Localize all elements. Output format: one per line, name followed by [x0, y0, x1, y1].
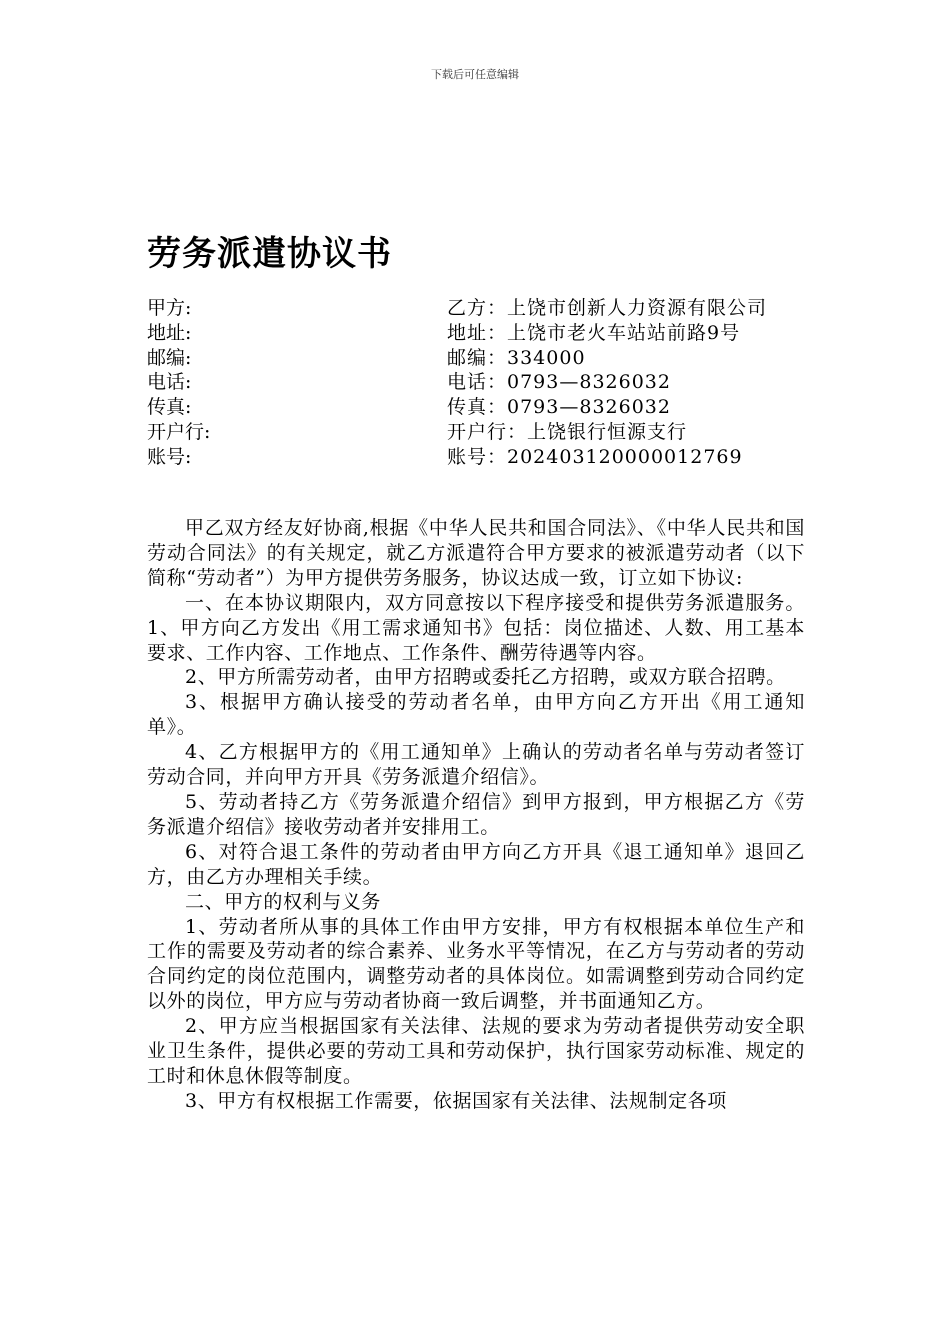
party-b-fax: 传真：0793—8326032	[447, 396, 671, 419]
party-b-name: 乙方：上饶市创新人力资源有限公司	[447, 297, 768, 319]
paragraph-item: 3、甲方有权根据工作需要，依据国家有关法律、法规制定各项	[185, 1089, 727, 1112]
party-row-bank	[147, 420, 807, 445]
paragraph-item: 3、根据甲方确认接受的劳动者名单，由甲方向乙方开出《用工通知单》。	[147, 691, 805, 739]
party-b-bank: 开户行：上饶银行恒源支行	[447, 420, 688, 443]
party-info-block	[147, 296, 807, 470]
paragraph-item: 4、乙方根据甲方的《用工通知单》上确认的劳动者名单与劳动者签订劳动合同，并向甲方开具《劳务派遣介绍信》。	[147, 741, 805, 789]
party-row-address	[147, 321, 807, 346]
party-b-postcode: 邮编：334000	[447, 346, 586, 369]
party-row-fax	[147, 395, 807, 420]
party-a-phone: 电话:	[147, 371, 192, 394]
party-a-bank: 开户行:	[147, 420, 211, 443]
party-a-fax: 传真:	[147, 396, 192, 419]
party-a-address: 地址:	[147, 321, 192, 344]
paragraph-section-1: 一、在本协议期限内，双方同意按以下程序接受和提供劳务派遣服务。1、甲方向乙方发出《用工需求通知书》包括：岗位描述、人数、用工基本要求、工作内容、工作地点、工作条件、酬劳待遇等内容。	[147, 591, 805, 664]
agreement-body	[147, 516, 805, 1114]
paragraph-intro: 甲乙双方经友好协商,根据《中华人民共和国合同法》、《中华人民共和国劳动合同法》的有关规定，就乙方派遣符合甲方要求的被派遣劳动者（以下简称“劳动者”）为甲方提供劳务服务，协议达成一致，订立如下协议:	[147, 517, 805, 589]
section-heading: 二、甲方的权利与义务	[185, 890, 382, 913]
party-b-phone: 电话：0793—8326032	[447, 371, 671, 394]
party-row-postcode	[147, 346, 807, 371]
header-note: 下载后可任意编辑	[431, 68, 519, 81]
party-row-account	[147, 445, 807, 470]
document-title: 劳务派遣协议书	[147, 234, 392, 274]
paragraph-item: 2、甲方所需劳动者，由甲方招聘或委托乙方招聘，或双方联合招聘。	[185, 666, 786, 689]
party-row-phone	[147, 370, 807, 395]
party-b-account: 账号：202403120000012769	[447, 445, 743, 468]
party-a-account: 账号:	[147, 445, 192, 468]
paragraph-item: 5、劳动者持乙方《劳务派遣介绍信》到甲方报到，甲方根据乙方《劳务派遣介绍信》接收劳动者并安排用工。	[147, 790, 805, 838]
paragraph-item: 6、对符合退工条件的劳动者由甲方向乙方开具《退工通知单》退回乙方，由乙方办理相关手续。	[147, 840, 805, 888]
party-a-postcode: 邮编:	[147, 346, 192, 369]
party-row-name	[147, 296, 807, 321]
paragraph-item: 2、甲方应当根据国家有关法律、法规的要求为劳动者提供劳动安全职业卫生条件，提供必要的劳动工具和劳动保护，执行国家劳动标准、规定的工时和休息休假等制度。	[147, 1015, 805, 1087]
party-b-address: 地址：上饶市老火车站站前路9号	[447, 321, 741, 344]
party-a-name: 甲方:	[147, 297, 192, 319]
paragraph-item: 1、劳动者所从事的具体工作由甲方安排，甲方有权根据本单位生产和工作的需要及劳动者的综合素养、业务水平等情况，在乙方与劳动者的劳动合同约定的岗位范围内，调整劳动者的具体岗位。如需调整到劳动合同约定以外的岗位，甲方应与劳动者协商一致后调整，并书面通知乙方。	[147, 915, 805, 1013]
